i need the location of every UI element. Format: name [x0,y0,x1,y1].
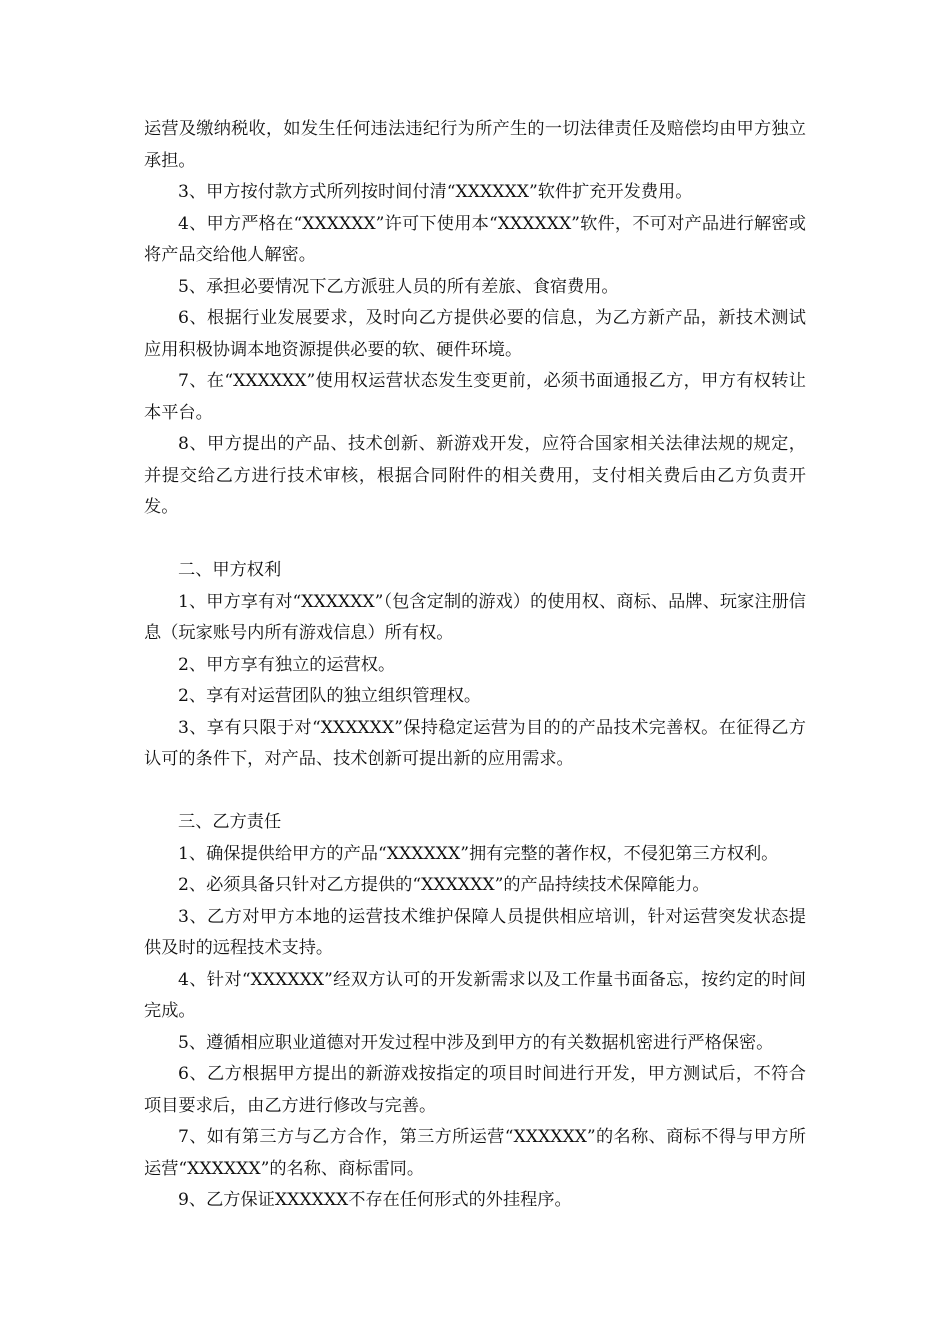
obligation-item-6: 6、根据行业发展要求，及时向乙方提供必要的信息，为乙方新产品，新技术测试应用积极协调本地资源提供必要的软、硬件环境。 [144,308,806,360]
responsibility-item-7: 7、如有第三方与乙方合作，第三方所运营“XXXXXX”的名称、商标不得与甲方所运营“XXXXXX”的名称、商标雷同。 [144,1127,806,1179]
rights-item-2a: 2、甲方享有独立的运营权。 [178,654,396,675]
obligation-item-8: 8、甲方提出的产品、技术创新、新游戏开发，应符合国家相关法律法规的规定，并提交给乙方进行技术审核，根据合同附件的相关费用，支付相关费后由乙方负责开发。 [144,434,806,517]
responsibility-item-2: 2、必须具备只针对乙方提供的“XXXXXX”的产品持续技术保障能力。 [178,875,710,895]
rights-item-3: 3、享有只限于对“XXXXXX”保持稳定运营为目的的产品技术完善权。在征得乙方认可的条件下，对产品、技术创新可提出新的应用需求。 [144,717,806,769]
responsibility-item-4: 4、针对“XXXXXX”经双方认可的开发新需求以及工作量书面备忘，按约定的时间完成。 [144,969,806,1021]
paragraph-continuation: 运营及缴纳税收，如发生任何违法违纪行为所产生的一切法律责任及赔偿均由甲方独立承担。 [144,119,806,171]
section-heading-party-a-rights: 二、甲方权利 [178,560,282,580]
responsibility-item-6: 6、乙方根据甲方提出的新游戏按指定的项目时间进行开发，甲方测试后，不符合项目要求后，由乙方进行修改与完善。 [144,1064,806,1116]
responsibility-item-5: 5、遵循相应职业道德对开发过程中涉及到甲方的有关数据机密进行严格保密。 [178,1032,774,1053]
responsibility-item-3: 3、乙方对甲方本地的运营技术维护保障人员提供相应培训，针对运营突发状态提供及时的远程技术支持。 [144,906,806,958]
obligation-item-5: 5、承担必要情况下乙方派驻人员的所有差旅、食宿费用。 [178,276,619,297]
obligation-item-7: 7、在“XXXXXX”使用权运营状态发生变更前，必须书面通报乙方，甲方有权转让本平台。 [144,371,806,423]
document-body [144,114,806,1217]
responsibility-item-9: 9、乙方保证XXXXXX不存在任何形式的外挂程序。 [178,1190,572,1210]
section-heading-party-b-responsibilities: 三、乙方责任 [178,812,282,832]
obligation-item-3: 3、甲方按付款方式所列按时间付清“XXXXXX”软件扩充开发费用。 [178,182,693,202]
rights-item-1: 1、甲方享有对“XXXXXX”（包含定制的游戏）的使用权、商标、品牌、玩家注册信息（玩家账号内所有游戏信息）所有权。 [144,591,806,643]
responsibility-item-1: 1、确保提供给甲方的产品“XXXXXX”拥有完整的著作权，不侵犯第三方权利。 [178,843,779,864]
obligation-item-4: 4、甲方严格在“XXXXXX”许可下使用本“XXXXXX”软件，不可对产品进行解密或将产品交给他人解密。 [144,213,806,265]
rights-item-2b: 2、享有对运营团队的独立组织管理权。 [178,686,482,706]
